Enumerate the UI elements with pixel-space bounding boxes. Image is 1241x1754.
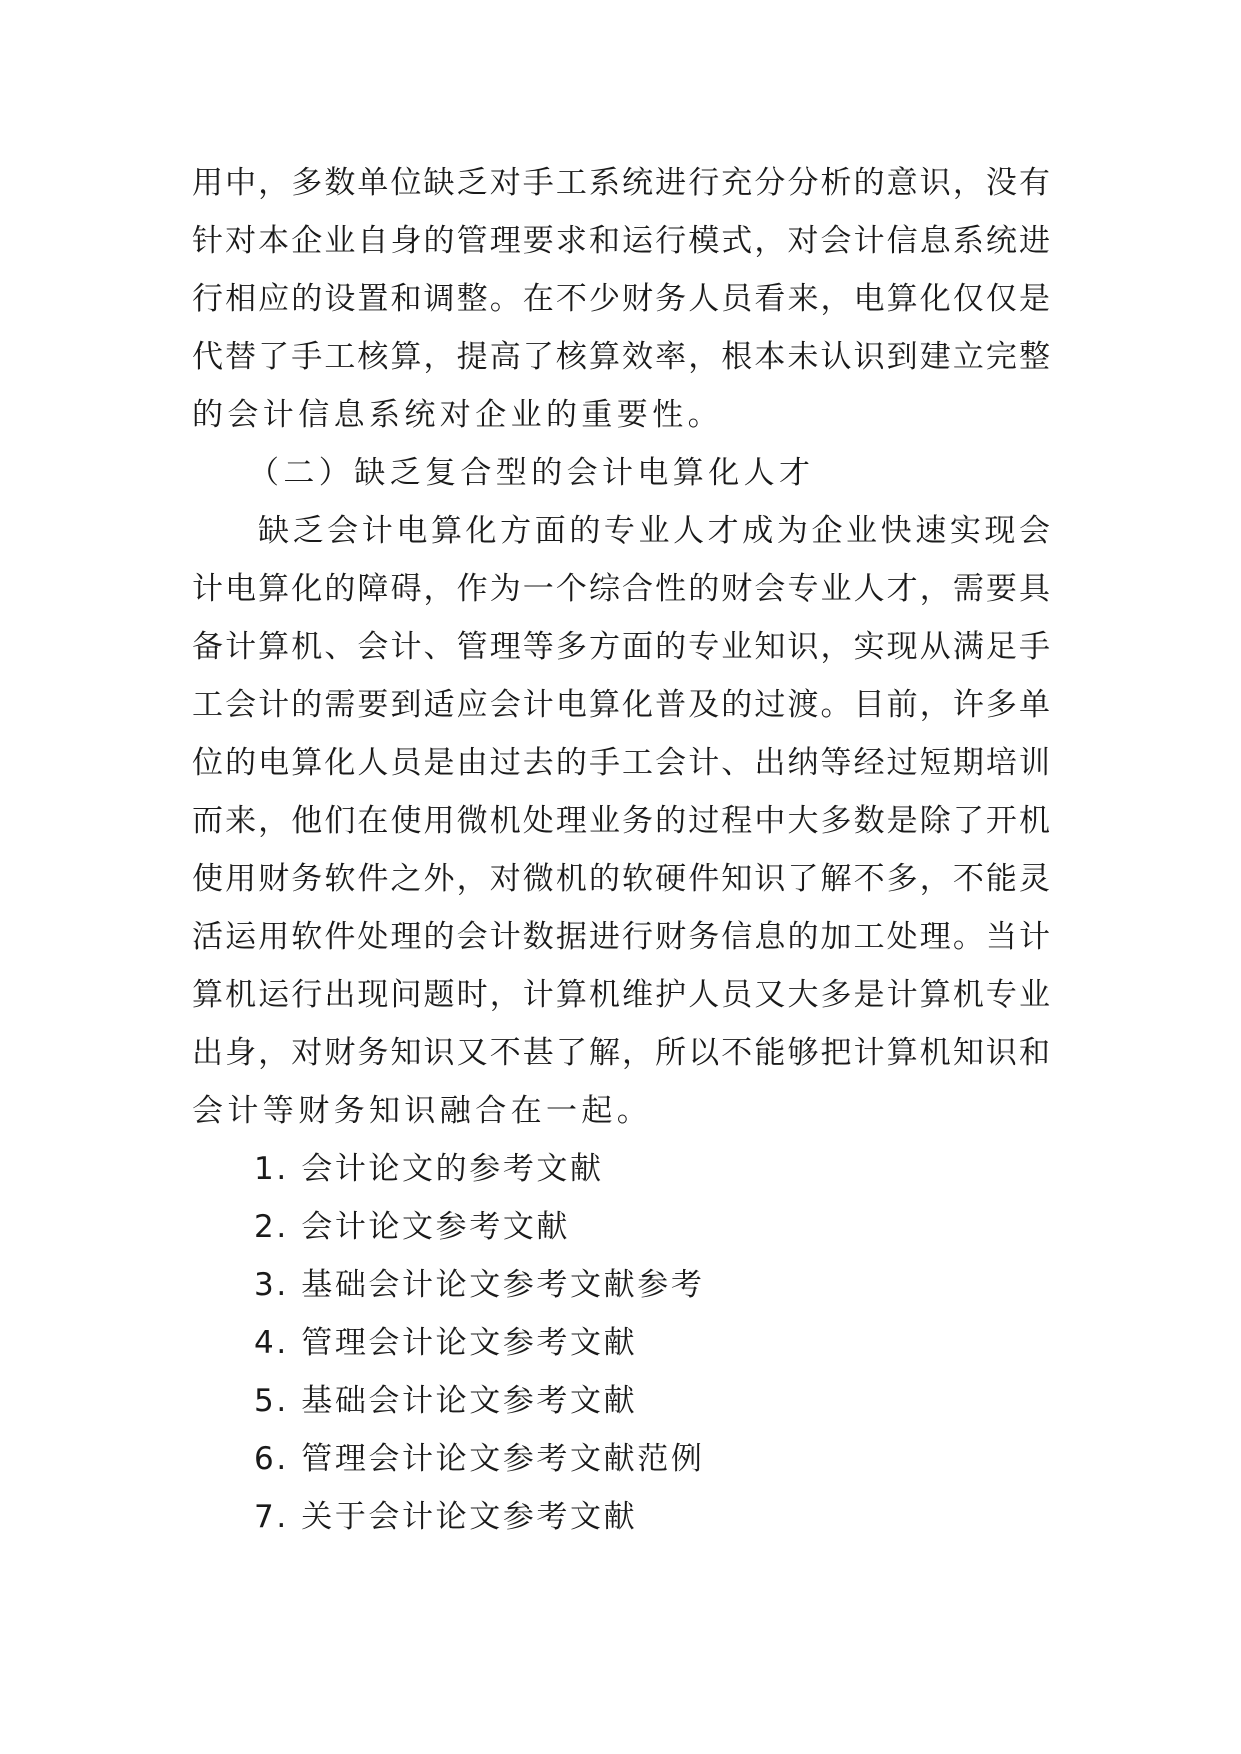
paragraph-line: 出身，对财务知识又不甚了解，所以不能够把计算机知识和 — [192, 1035, 1050, 1071]
reference-item: 7. 关于会计论文参考文献 — [254, 1499, 638, 1535]
document-body — [192, 154, 1050, 1546]
paragraph-line: 行相应的设置和调整。在不少财务人员看来，电算化仅仅是 — [192, 281, 1050, 317]
paragraph-line: 针对本企业自身的管理要求和运行模式，对会计信息系统进 — [192, 223, 1050, 259]
paragraph-line: 算机运行出现问题时，计算机维护人员又大多是计算机专业 — [192, 977, 1050, 1013]
paragraph-line: 工会计的需要到适应会计电算化普及的过渡。目前，许多单 — [192, 687, 1050, 723]
reference-item: 6. 管理会计论文参考文献范例 — [254, 1441, 705, 1477]
paragraph-line: 会计等财务知识融合在一起。 — [192, 1093, 653, 1129]
paragraph-line: 代替了手工核算，提高了核算效率，根本未认识到建立完整 — [192, 339, 1050, 375]
paragraph-line: 的会计信息系统对企业的重要性。 — [192, 397, 723, 433]
paragraph-line: 使用财务软件之外，对微机的软硬件知识了解不多，不能灵 — [192, 861, 1050, 897]
section-heading: （二）缺乏复合型的会计电算化人才 — [248, 455, 815, 491]
paragraph-line: 缺乏会计电算化方面的专业人才成为企业快速实现会 — [258, 513, 1050, 549]
paragraph-line: 用中，多数单位缺乏对手工系统进行充分分析的意识，没有 — [192, 165, 1050, 201]
paragraph-line: 位的电算化人员是由过去的手工会计、出纳等经过短期培训 — [192, 745, 1050, 781]
reference-item: 1. 会计论文的参考文献 — [254, 1151, 604, 1187]
paragraph-line: 备计算机、会计、管理等多方面的专业知识，实现从满足手 — [192, 629, 1050, 665]
paragraph-1 — [192, 154, 1050, 444]
paragraph-line: 活运用软件处理的会计数据进行财务信息的加工处理。当计 — [192, 919, 1050, 955]
reference-list — [192, 1140, 1050, 1546]
reference-item: 3. 基础会计论文参考文献参考 — [254, 1267, 705, 1303]
reference-item: 5. 基础会计论文参考文献 — [254, 1383, 638, 1419]
paragraph-line: 而来，他们在使用微机处理业务的过程中大多数是除了开机 — [192, 803, 1050, 839]
paragraph-line: 计电算化的障碍，作为一个综合性的财会专业人才，需要具 — [192, 571, 1050, 607]
reference-item: 4. 管理会计论文参考文献 — [254, 1325, 638, 1361]
paragraph-2 — [192, 502, 1050, 1140]
reference-item: 2. 会计论文参考文献 — [254, 1209, 571, 1245]
